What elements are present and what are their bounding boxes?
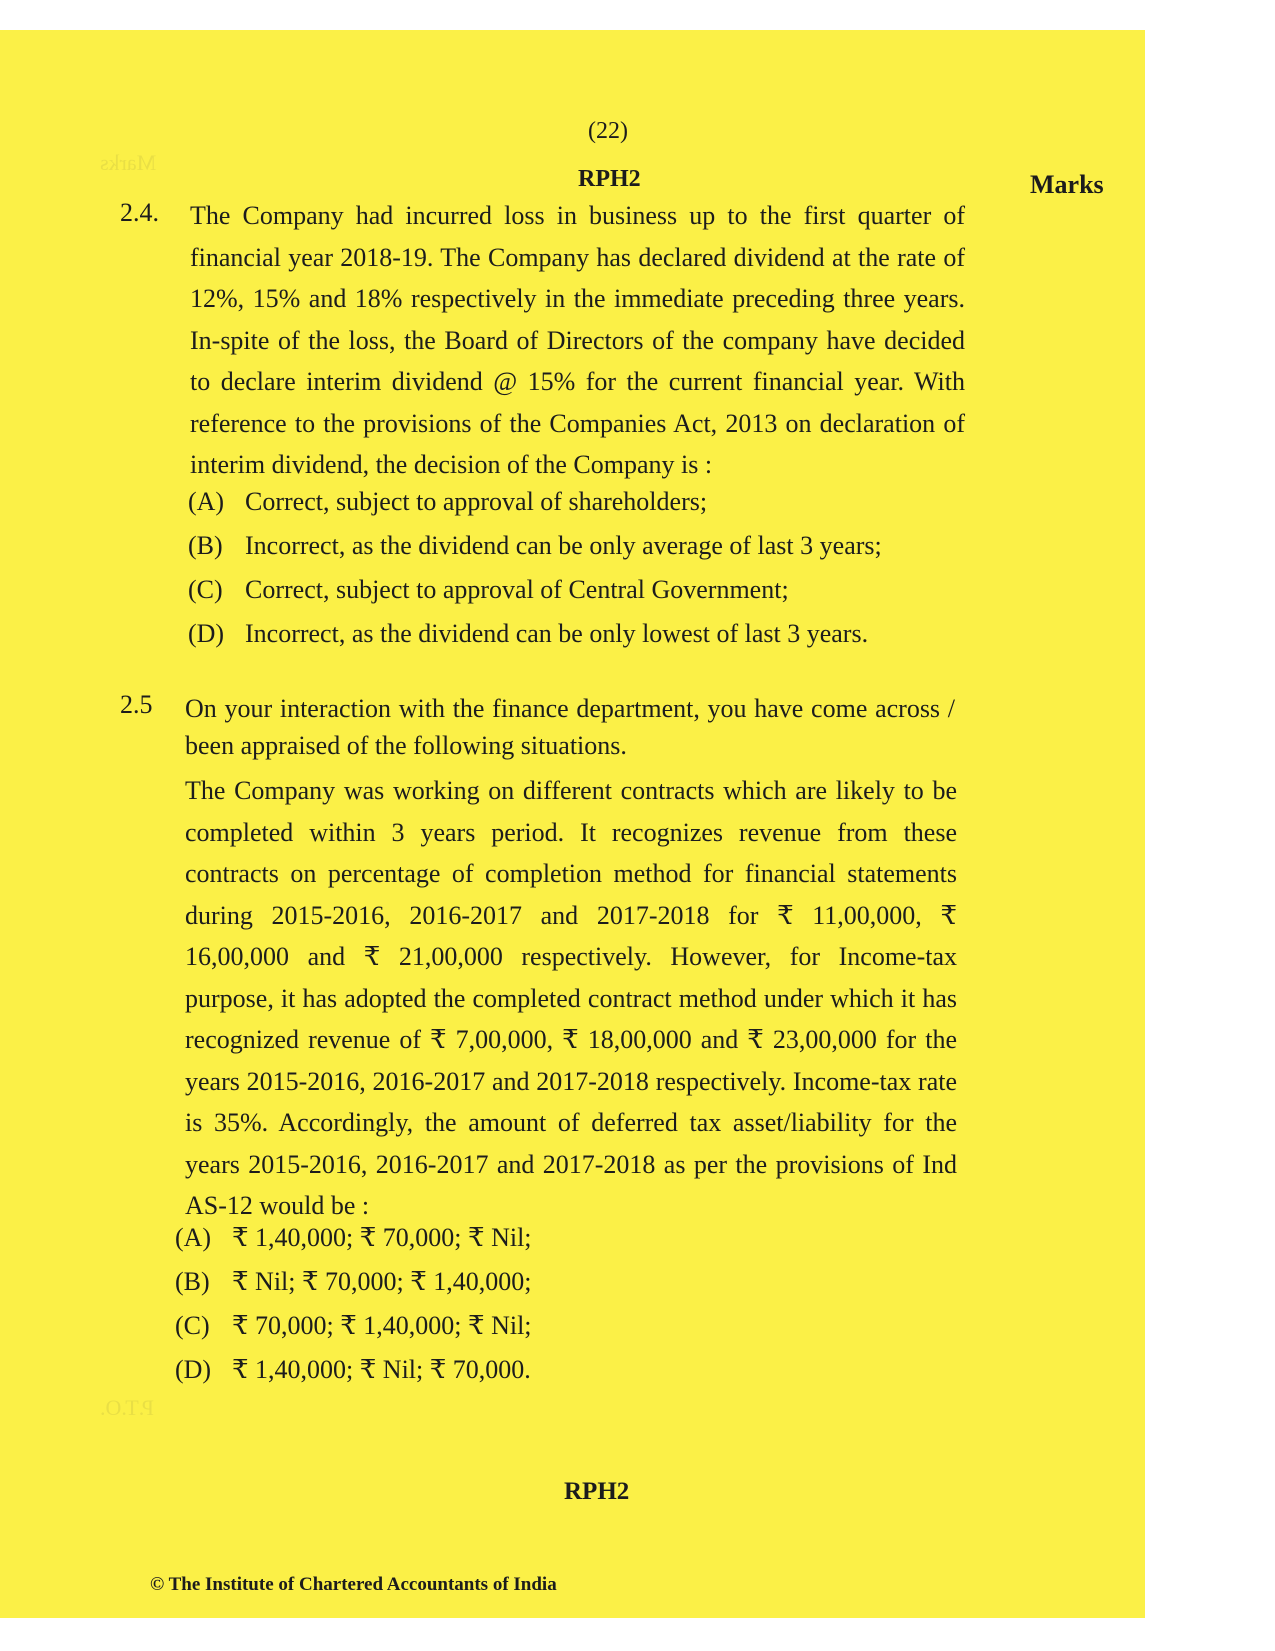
option-letter: (A)	[188, 487, 225, 516]
paper-code-footer: RPH2	[564, 1478, 630, 1505]
option-letter: (D)	[175, 1355, 212, 1384]
page-number: (22)	[588, 118, 628, 144]
option-text: ₹ 1,40,000; ₹ 70,000; ₹ Nil;	[232, 1223, 532, 1252]
option-b	[188, 524, 948, 568]
paper-code-header: RPH2	[578, 166, 641, 192]
option-c	[175, 1304, 935, 1348]
option-text: Incorrect, as the dividend can be only lowest of last 3 years.	[245, 619, 869, 648]
option-c	[188, 568, 948, 612]
option-text: ₹ Nil; ₹ 70,000; ₹ 1,40,000;	[232, 1267, 532, 1296]
option-letter: (A)	[175, 1223, 212, 1252]
page-margin	[1145, 0, 1275, 1651]
option-letter: (C)	[175, 1311, 210, 1340]
option-text: Incorrect, as the dividend can be only average of last 3 years;	[245, 531, 882, 560]
option-letter: (B)	[175, 1267, 210, 1296]
show-through-pto: P.T.O.	[100, 1395, 154, 1420]
show-through-marks: Marks	[100, 150, 157, 175]
marks-column-label: Marks	[1030, 170, 1104, 199]
option-letter: (C)	[188, 575, 223, 604]
question-number: 2.4.	[120, 198, 159, 227]
option-a	[175, 1216, 935, 1260]
option-a	[188, 480, 948, 524]
answer-options	[188, 480, 948, 656]
option-d	[175, 1348, 935, 1392]
question-number: 2.5	[120, 690, 153, 719]
question-text: The Company had incurred loss in business up to the first quarter of financial year 2018-19. The Company has declared dividend at the rate of 12%, 15% and 18% respectively in the immediate preceding three years. In-spite of the loss, the Board of Directors of the company have decided to declare interim dividend @ 15% for the current financial year. With reference to the provisions of the Companies Act, 2013 on declaration of interim dividend, the decision of the Company is :	[190, 201, 965, 479]
option-text: Correct, subject to approval of Central Government;	[245, 575, 789, 604]
answer-options	[175, 1216, 935, 1392]
option-d	[188, 612, 948, 656]
option-text: ₹ 70,000; ₹ 1,40,000; ₹ Nil;	[232, 1311, 532, 1340]
option-text: Correct, subject to approval of shareholders;	[245, 487, 708, 516]
option-b	[175, 1260, 935, 1304]
option-letter: (B)	[188, 531, 223, 560]
question-intro: On your interaction with the finance department, you have come across / been appraised of the following situations.	[185, 694, 955, 760]
copyright-notice: © The Institute of Chartered Accountants of India	[150, 1574, 557, 1595]
question-text: The Company was working on different contracts which are likely to be completed within 3 years period. It recognizes revenue from these contracts on percentage of completion method for financial statements during 2015-2016, 2016-2017 and 2017-2018 for ₹ 11,00,000, ₹ 16,00,000 and ₹ 21,00,000 respectively. However, for Income-tax purpose, it has adopted the completed contract method under which it has recognized revenue of ₹ 7,00,000, ₹ 18,00,000 and ₹ 23,00,000 for the years 2015-2016, 2016-2017 and 2017-2018 respectively. Income-tax rate is 35%. Accordingly, the amount of deferred tax asset/liability for the years 2015-2016, 2016-2017 and 2017-2018 as per the provisions of Ind AS-12 would be :	[185, 776, 957, 1220]
option-text: ₹ 1,40,000; ₹ Nil; ₹ 70,000.	[232, 1355, 531, 1384]
option-letter: (D)	[188, 619, 225, 648]
